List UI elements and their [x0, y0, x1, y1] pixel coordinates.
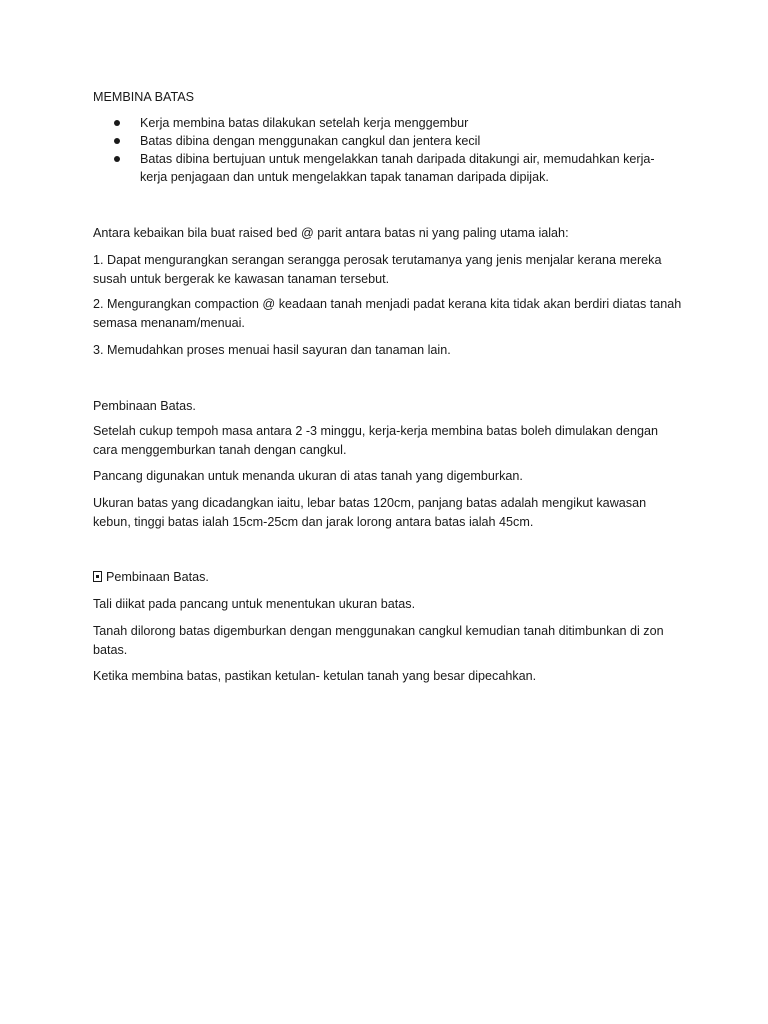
bullet-icon: [114, 156, 120, 162]
bullet-icon: [114, 120, 120, 126]
point-2: 2. Mengurangkan compaction @ keadaan tanah menjadi padat kerana kita tidak akan berdiri diatas tanah semasa menanam/menuai.: [93, 297, 682, 330]
bullet-icon: [114, 138, 120, 144]
paragraph: Tanah dilorong batas digemburkan dengan menggunakan cangkul kemudian tanah ditimbunkan di zon batas.: [93, 624, 664, 657]
paragraph: Ukuran batas yang dicadangkan iaitu, lebar batas 120cm, panjang batas adalah mengikut kawasan kebun, tinggi batas ialah 15cm-25cm dan jarak lorong antara batas ialah 45cm.: [93, 496, 647, 529]
point-3: 3. Memudahkan proses menuai hasil sayuran dan tanaman lain.: [93, 343, 451, 357]
bullet-list: [114, 114, 674, 186]
square-bullet-icon: [93, 571, 102, 582]
paragraph: Tali diikat pada pancang untuk menentukan ukuran batas.: [93, 597, 416, 611]
section-title-membina-batas: MEMBINA BATAS: [93, 90, 195, 104]
list-item: Batas dibina dengan menggunakan cangkul dan jentera kecil: [114, 132, 674, 150]
intro-paragraph: Antara kebaikan bila buat raised bed @ parit antara batas ni yang paling utama ialah:: [93, 226, 569, 240]
paragraph: Pancang digunakan untuk menanda ukuran di atas tanah yang digemburkan.: [93, 469, 523, 483]
paragraph: Setelah cukup tempoh masa antara 2 -3 minggu, kerja-kerja membina batas boleh dimulakan dengan cara menggemburkan tanah dengan cangkul.: [93, 424, 658, 457]
list-item: Kerja membina batas dilakukan setelah kerja menggembur: [114, 114, 674, 132]
section-title-pembinaan-batas: Pembinaan Batas.: [93, 399, 196, 413]
list-item: Batas dibina bertujuan untuk mengelakkan tanah daripada ditakungi air, memudahkan kerja-kerja penjagaan dan untuk mengelakkan tapak tanaman daripada dipijak.: [114, 150, 674, 186]
section-title-pembinaan-batas-2: Pembinaan Batas.: [93, 568, 209, 586]
point-1: 1. Dapat mengurangkan serangan serangga perosak terutamanya yang jenis menjalar kerana mereka susah untuk bergerak ke kawasan tanaman tersebut.: [93, 253, 662, 286]
paragraph: Ketika membina batas, pastikan ketulan- ketulan tanah yang besar dipecahkan.: [93, 669, 537, 683]
